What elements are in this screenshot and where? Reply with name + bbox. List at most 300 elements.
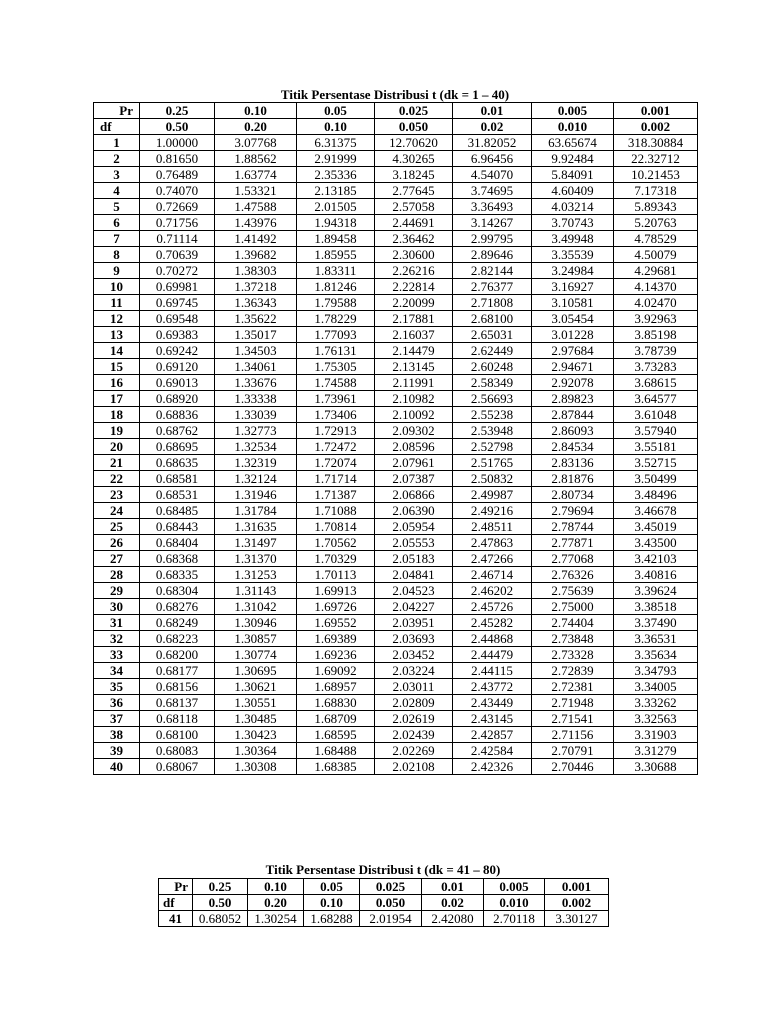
header-cell: 0.050 [360,895,422,911]
value-cell: 4.14370 [614,279,698,295]
header-cell: 0.025 [375,103,453,119]
value-cell: 3.78739 [614,343,698,359]
value-cell: 1.30857 [215,631,297,647]
value-cell: 3.49948 [532,231,614,247]
value-cell: 4.78529 [614,231,698,247]
table-row [94,743,698,759]
value-cell: 2.57058 [375,199,453,215]
value-cell: 1.37218 [215,279,297,295]
df-cell: 11 [94,295,140,311]
value-cell: 1.33039 [215,407,297,423]
t-distribution-table-41-80 [158,878,609,927]
value-cell: 1.70814 [297,519,375,535]
value-cell: 2.74404 [532,615,614,631]
value-cell: 0.68067 [140,759,215,775]
value-cell: 2.73848 [532,631,614,647]
table-row [94,359,698,375]
value-cell: 2.42584 [453,743,532,759]
value-cell: 0.69120 [140,359,215,375]
value-cell: 1.30621 [215,679,297,695]
table-row [94,471,698,487]
value-cell: 2.43145 [453,711,532,727]
table-row [94,583,698,599]
df-cell: 22 [94,471,140,487]
value-cell: 5.20763 [614,215,698,231]
df-cell: 10 [94,279,140,295]
header-cell: 0.20 [248,895,304,911]
value-cell: 3.35634 [614,647,698,663]
header-cell: 0.50 [193,895,248,911]
value-cell: 2.68100 [453,311,532,327]
value-cell: 2.81876 [532,471,614,487]
value-cell: 2.53948 [453,423,532,439]
value-cell: 1.75305 [297,359,375,375]
table-row [94,711,698,727]
value-cell: 1.53321 [215,183,297,199]
value-cell: 2.26216 [375,263,453,279]
table-row [94,151,698,167]
value-cell: 1.69552 [297,615,375,631]
value-cell: 1.74588 [297,375,375,391]
df-cell: 31 [94,615,140,631]
value-cell: 1.94318 [297,215,375,231]
df-cell: 25 [94,519,140,535]
table-row [94,455,698,471]
value-cell: 0.68052 [193,911,248,927]
header-cell: 0.05 [297,103,375,119]
header-cell: 0.005 [484,879,545,895]
value-cell: 2.99795 [453,231,532,247]
value-cell: 2.01954 [360,911,422,927]
header-cell: 0.002 [545,895,609,911]
df-cell: 32 [94,631,140,647]
value-cell: 0.70639 [140,247,215,263]
value-cell: 3.39624 [614,583,698,599]
table1-body [94,135,698,775]
value-cell: 1.36343 [215,295,297,311]
value-cell: 1.31497 [215,535,297,551]
value-cell: 2.35336 [297,167,375,183]
header-row-two-tail [94,119,698,135]
value-cell: 3.34793 [614,663,698,679]
value-cell: 2.13145 [375,359,453,375]
value-cell: 2.05954 [375,519,453,535]
value-cell: 1.30485 [215,711,297,727]
value-cell: 1.77093 [297,327,375,343]
value-cell: 0.68100 [140,727,215,743]
table-row [94,199,698,215]
value-cell: 1.73961 [297,391,375,407]
table-row [94,327,698,343]
value-cell: 3.73283 [614,359,698,375]
value-cell: 3.48496 [614,487,698,503]
df-cell: 7 [94,231,140,247]
value-cell: 0.68920 [140,391,215,407]
value-cell: 2.05183 [375,551,453,567]
df-cell: 38 [94,727,140,743]
value-cell: 1.76131 [297,343,375,359]
table-row [94,503,698,519]
table-row [94,263,698,279]
value-cell: 2.13185 [297,183,375,199]
value-cell: 2.11991 [375,375,453,391]
value-cell: 1.30551 [215,695,297,711]
value-cell: 2.48511 [453,519,532,535]
value-cell: 2.77871 [532,535,614,551]
table-row [94,247,698,263]
value-cell: 3.16927 [532,279,614,295]
value-cell: 2.55238 [453,407,532,423]
value-cell: 1.69092 [297,663,375,679]
value-cell: 1.30695 [215,663,297,679]
df-cell: 16 [94,375,140,391]
value-cell: 2.02619 [375,711,453,727]
value-cell: 3.24984 [532,263,614,279]
df-cell: 28 [94,567,140,583]
value-cell: 1.31635 [215,519,297,535]
df-cell: 8 [94,247,140,263]
header-cell: 0.05 [304,879,360,895]
value-cell: 2.84534 [532,439,614,455]
df-cell: 40 [94,759,140,775]
value-cell: 2.76377 [453,279,532,295]
value-cell: 10.21453 [614,167,698,183]
value-cell: 5.89343 [614,199,698,215]
value-cell: 1.79588 [297,295,375,311]
value-cell: 1.69389 [297,631,375,647]
value-cell: 2.17881 [375,311,453,327]
value-cell: 0.68249 [140,615,215,631]
value-cell: 2.03224 [375,663,453,679]
value-cell: 3.43500 [614,535,698,551]
df-cell: 34 [94,663,140,679]
header-cell: 0.10 [215,103,297,119]
value-cell: 2.82144 [453,263,532,279]
value-cell: 1.85955 [297,247,375,263]
value-cell: 2.10092 [375,407,453,423]
value-cell: 318.30884 [614,135,698,151]
value-cell: 3.31279 [614,743,698,759]
header-row-one-tail [159,879,609,895]
value-cell: 3.68615 [614,375,698,391]
value-cell: 4.50079 [614,247,698,263]
table-row [94,423,698,439]
value-cell: 3.36531 [614,631,698,647]
value-cell: 2.92078 [532,375,614,391]
value-cell: 2.47266 [453,551,532,567]
value-cell: 2.43449 [453,695,532,711]
value-cell: 3.46678 [614,503,698,519]
value-cell: 2.49216 [453,503,532,519]
value-cell: 2.42326 [453,759,532,775]
value-cell: 3.01228 [532,327,614,343]
table-row [94,439,698,455]
value-cell: 1.68830 [297,695,375,711]
value-cell: 1.69236 [297,647,375,663]
value-cell: 3.50499 [614,471,698,487]
value-cell: 2.58349 [453,375,532,391]
value-cell: 1.81246 [297,279,375,295]
value-cell: 3.07768 [215,135,297,151]
value-cell: 2.02108 [375,759,453,775]
value-cell: 1.71714 [297,471,375,487]
value-cell: 3.05454 [532,311,614,327]
value-cell: 2.02269 [375,743,453,759]
value-cell: 1.72074 [297,455,375,471]
value-cell: 2.02439 [375,727,453,743]
table-row [94,343,698,359]
header-cell: 0.02 [453,119,532,135]
value-cell: 2.44868 [453,631,532,647]
table1-caption: Titik Persentase Distribusi t (dk = 1 – 40) [280,87,510,102]
table2-caption: Titik Persentase Distribusi t (dk = 41 – 80) [265,862,501,877]
value-cell: 0.68118 [140,711,215,727]
value-cell: 1.39682 [215,247,297,263]
value-cell: 3.61048 [614,407,698,423]
value-cell: 3.52715 [614,455,698,471]
value-cell: 2.78744 [532,519,614,535]
value-cell: 2.04227 [375,599,453,615]
value-cell: 2.04523 [375,583,453,599]
header-cell: 0.10 [248,879,304,895]
value-cell: 1.70329 [297,551,375,567]
pr-label: Pr [159,879,193,895]
table-row [94,695,698,711]
df-cell: 2 [94,151,140,167]
header-row-one-tail [94,103,698,119]
value-cell: 2.89646 [453,247,532,263]
value-cell: 2.20099 [375,295,453,311]
value-cell: 7.17318 [614,183,698,199]
value-cell: 0.72669 [140,199,215,215]
value-cell: 2.03011 [375,679,453,695]
df-cell: 14 [94,343,140,359]
value-cell: 1.72472 [297,439,375,455]
df-cell: 12 [94,311,140,327]
value-cell: 22.32712 [614,151,698,167]
value-cell: 1.30308 [215,759,297,775]
header-cell: 0.02 [422,895,484,911]
value-cell: 2.01505 [297,199,375,215]
value-cell: 3.57940 [614,423,698,439]
value-cell: 2.44479 [453,647,532,663]
value-cell: 1.31143 [215,583,297,599]
table-row [94,727,698,743]
value-cell: 3.34005 [614,679,698,695]
value-cell: 2.62449 [453,343,532,359]
value-cell: 3.64577 [614,391,698,407]
value-cell: 2.56693 [453,391,532,407]
table-row [94,375,698,391]
value-cell: 2.16037 [375,327,453,343]
value-cell: 0.68276 [140,599,215,615]
header-cell: 0.01 [422,879,484,895]
value-cell: 0.68404 [140,535,215,551]
value-cell: 1.30774 [215,647,297,663]
value-cell: 0.68695 [140,439,215,455]
value-cell: 1.31370 [215,551,297,567]
table-row [94,519,698,535]
df-cell: 20 [94,439,140,455]
table-row [94,759,698,775]
value-cell: 1.68385 [297,759,375,775]
value-cell: 2.04841 [375,567,453,583]
value-cell: 9.92484 [532,151,614,167]
table-row [94,663,698,679]
df-cell: 18 [94,407,140,423]
value-cell: 2.91999 [297,151,375,167]
value-cell: 2.50832 [453,471,532,487]
value-cell: 2.36462 [375,231,453,247]
df-cell: 3 [94,167,140,183]
value-cell: 1.89458 [297,231,375,247]
value-cell: 0.68836 [140,407,215,423]
value-cell: 1.43976 [215,215,297,231]
value-cell: 2.73328 [532,647,614,663]
value-cell: 31.82052 [453,135,532,151]
value-cell: 2.70118 [484,911,545,927]
value-cell: 1.88562 [215,151,297,167]
value-cell: 2.44115 [453,663,532,679]
value-cell: 2.77645 [375,183,453,199]
value-cell: 1.34503 [215,343,297,359]
table-row [94,615,698,631]
value-cell: 1.47588 [215,199,297,215]
value-cell: 2.44691 [375,215,453,231]
value-cell: 1.68595 [297,727,375,743]
df-cell: 9 [94,263,140,279]
value-cell: 1.31784 [215,503,297,519]
value-cell: 4.60409 [532,183,614,199]
table-row [94,647,698,663]
value-cell: 0.70272 [140,263,215,279]
table-row [94,215,698,231]
value-cell: 2.94671 [532,359,614,375]
value-cell: 2.03452 [375,647,453,663]
value-cell: 1.63774 [215,167,297,183]
value-cell: 2.02809 [375,695,453,711]
header-cell: 0.010 [532,119,614,135]
value-cell: 1.31946 [215,487,297,503]
value-cell: 2.46202 [453,583,532,599]
table-row [94,535,698,551]
value-cell: 2.10982 [375,391,453,407]
df-cell: 29 [94,583,140,599]
value-cell: 4.30265 [375,151,453,167]
value-cell: 63.65674 [532,135,614,151]
table2-body [159,911,609,927]
value-cell: 0.68304 [140,583,215,599]
value-cell: 1.35017 [215,327,297,343]
df-cell: 21 [94,455,140,471]
value-cell: 1.33338 [215,391,297,407]
value-cell: 3.18245 [375,167,453,183]
value-cell: 2.51765 [453,455,532,471]
df-cell: 36 [94,695,140,711]
value-cell: 3.31903 [614,727,698,743]
value-cell: 2.75000 [532,599,614,615]
value-cell: 0.69013 [140,375,215,391]
value-cell: 2.86093 [532,423,614,439]
value-cell: 2.43772 [453,679,532,695]
value-cell: 2.71808 [453,295,532,311]
value-cell: 1.32534 [215,439,297,455]
value-cell: 1.69726 [297,599,375,615]
value-cell: 2.71541 [532,711,614,727]
df-cell: 5 [94,199,140,215]
value-cell: 2.60248 [453,359,532,375]
value-cell: 1.31253 [215,567,297,583]
value-cell: 1.71387 [297,487,375,503]
value-cell: 1.30946 [215,615,297,631]
df-cell: 39 [94,743,140,759]
value-cell: 2.14479 [375,343,453,359]
table-row [94,295,698,311]
value-cell: 1.30254 [248,911,304,927]
value-cell: 3.33262 [614,695,698,711]
value-cell: 1.78229 [297,311,375,327]
header-cell: 0.25 [193,879,248,895]
df-cell: 24 [94,503,140,519]
value-cell: 0.69745 [140,295,215,311]
value-cell: 2.07961 [375,455,453,471]
df-cell: 17 [94,391,140,407]
value-cell: 4.02470 [614,295,698,311]
df-cell: 30 [94,599,140,615]
value-cell: 1.00000 [140,135,215,151]
value-cell: 2.52798 [453,439,532,455]
value-cell: 0.68485 [140,503,215,519]
value-cell: 1.34061 [215,359,297,375]
value-cell: 0.69383 [140,327,215,343]
table-row [94,167,698,183]
table-row [94,135,698,151]
df-cell: 37 [94,711,140,727]
value-cell: 4.03214 [532,199,614,215]
value-cell: 2.06390 [375,503,453,519]
header-cell: 0.050 [375,119,453,135]
value-cell: 0.68762 [140,423,215,439]
value-cell: 2.77068 [532,551,614,567]
value-cell: 2.70446 [532,759,614,775]
value-cell: 0.69981 [140,279,215,295]
table-row [94,391,698,407]
value-cell: 1.71088 [297,503,375,519]
header-cell: 0.001 [614,103,698,119]
value-cell: 2.97684 [532,343,614,359]
table-row [94,679,698,695]
table-row [94,631,698,647]
value-cell: 3.55181 [614,439,698,455]
value-cell: 3.30127 [545,911,609,927]
value-cell: 2.76326 [532,567,614,583]
df-cell: 6 [94,215,140,231]
value-cell: 1.68288 [304,911,360,927]
value-cell: 0.69242 [140,343,215,359]
df-cell: 33 [94,647,140,663]
df-cell: 41 [159,911,193,927]
table-row [94,551,698,567]
value-cell: 0.71114 [140,231,215,247]
value-cell: 3.38518 [614,599,698,615]
value-cell: 3.70743 [532,215,614,231]
value-cell: 2.30600 [375,247,453,263]
value-cell: 6.31375 [297,135,375,151]
value-cell: 3.10581 [532,295,614,311]
value-cell: 0.68137 [140,695,215,711]
value-cell: 3.37490 [614,615,698,631]
df-label: df [94,119,140,135]
